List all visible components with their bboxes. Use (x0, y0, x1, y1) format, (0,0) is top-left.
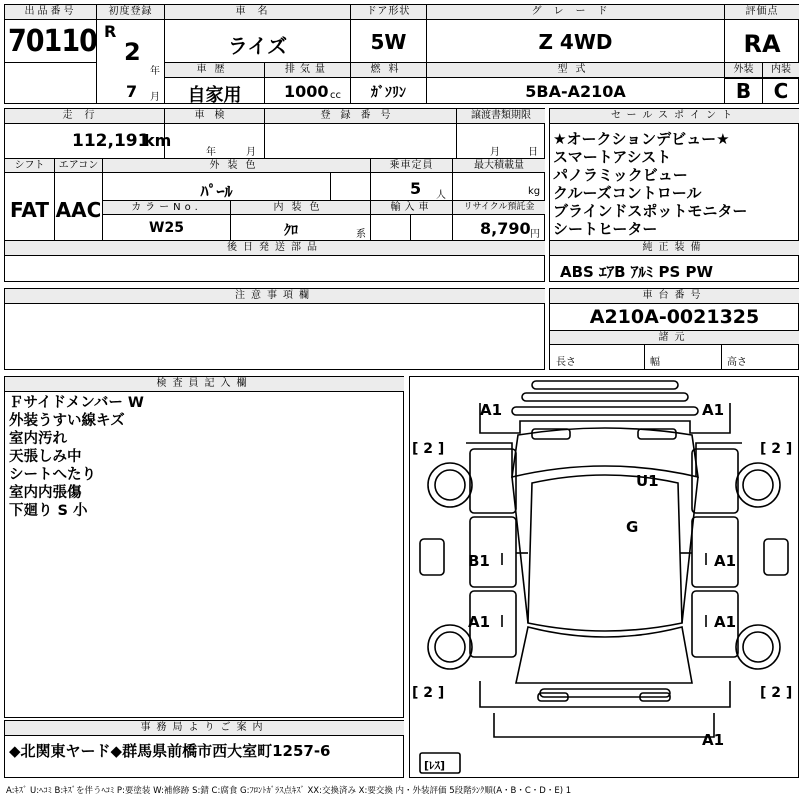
later-parts-label: 後日発送部品 (5, 241, 545, 256)
transfer-day-unit: 日 (528, 147, 538, 158)
model-value: 5BA-A210A (525, 82, 626, 101)
sales-point-item: ブラインドスポットモニター (553, 202, 748, 220)
exterior-label: 外装 (725, 63, 762, 78)
color-no-label: カラーNo. (103, 201, 230, 215)
tire-rl: [ 2 ] (412, 685, 445, 701)
equipment-label: 純正装備 (550, 241, 799, 256)
mark-left-rear-door: A1 (468, 613, 491, 631)
aircon-value: AAC (55, 198, 102, 222)
office-label: 事務局よりご案内 (5, 721, 404, 736)
inspection-year-unit: 年 (206, 147, 216, 158)
inspector-label: 検査員記入欄 (5, 377, 404, 392)
inspector-note: 室内内張傷 (9, 485, 82, 501)
legend: A:ｷｽﾞ U:ﾍｺﾐ B:ｷｽﾞを伴うﾍｺﾐ P:要塗装 W:補修跡 S:錆 C:腐食 G:ﾌﾛﾝﾄｶﾞﾗｽ点ｷｽﾞ XX:交換済み X:要交換 内・外装評価 5段階ﾗﾝｸ順(A・B・C・D・E) 1 (6, 786, 572, 796)
sales-point-item: パノラミックビュー (553, 166, 688, 184)
reg-no-label: 登録番号 (265, 109, 456, 124)
int-color-unit: 系 (356, 229, 366, 240)
mileage-value: 112,191 (72, 131, 150, 151)
car-name-label: 車名 (165, 5, 350, 20)
specs-height: 高さ (727, 357, 747, 368)
transfer-month-unit: 月 (490, 147, 500, 158)
chassis-label: 車台番号 (550, 289, 799, 304)
fuel-value: ｶﾞｿﾘﾝ (371, 85, 406, 101)
capacity-label: 乗車定員 (371, 159, 452, 173)
mark-right-front-door: A1 (714, 552, 737, 570)
specs-label: 諸元 (550, 331, 799, 345)
history-label: 車歴 (165, 63, 264, 78)
inspector-note: Ｆサイドメンバー W (9, 395, 144, 411)
int-color-label: 内装色 (231, 201, 370, 215)
mark-right-rear-door: A1 (714, 613, 737, 631)
grade-value: Z 4WD (538, 30, 613, 54)
ext-color-value: ﾊﾟｰﾙ (200, 182, 233, 201)
caution-label: 注意事項欄 (5, 289, 545, 304)
chassis-value: A210A-0021325 (589, 306, 760, 328)
score-value: RA (743, 30, 781, 58)
shift-value: FAT (10, 198, 49, 222)
import-label: 輸入車 (371, 201, 452, 215)
sales-points-list (553, 130, 797, 238)
mark-roof: U1 (636, 472, 659, 490)
mileage-label: 走行 (5, 109, 164, 124)
sales-point-item: クルーズコントロール (553, 184, 702, 202)
inspector-note: 下廻り S 小 (9, 503, 88, 519)
inspection-label: 車検 (165, 109, 264, 124)
inspector-note: シートへたり (9, 467, 96, 483)
mark-glass: G (626, 518, 639, 536)
door-value: 5W (370, 30, 407, 54)
first-reg-era: R (104, 22, 117, 41)
mileage-unit: km (144, 131, 172, 150)
history-value: 自家用 (187, 85, 242, 106)
int-color-value: ｸﾛ (284, 223, 298, 239)
mark-front-left: A1 (480, 401, 503, 419)
max-load-label: 最大積載量 (453, 159, 545, 173)
ext-color-label: 外装色 (103, 159, 370, 173)
specs-length: 長さ (556, 357, 576, 368)
equipment-value: ABS ｴｱB ｱﾙﾐ PS PW (560, 263, 714, 281)
fuel-label: 燃料 (351, 63, 426, 78)
tire-fl: [ 2 ] (412, 441, 445, 457)
grade-label: グレード (427, 5, 724, 20)
spare-tire: [ﾚｽ] (424, 759, 446, 772)
shift-label: シフト (5, 159, 54, 173)
office-value: ◆北関東ヤード◆群馬県前橋市西大室町1257-6 (9, 742, 331, 760)
max-load-unit: kg (528, 186, 541, 197)
first-reg-month: 7 (126, 82, 138, 101)
transfer-label: 譲渡書類期限 (457, 109, 545, 124)
first-reg-month-unit: 月 (150, 92, 160, 103)
sales-points-label: セールスポイント (550, 109, 799, 124)
mark-left-front-door: B1 (468, 552, 490, 570)
car-outline (410, 377, 798, 777)
displacement-unit: cc (330, 90, 341, 101)
tire-fr: [ 2 ] (760, 441, 793, 457)
inspector-notes (9, 394, 399, 520)
inspector-note: 室内汚れ (9, 431, 67, 447)
first-reg-year: 2 (124, 38, 141, 66)
lot-no-label: 出品番号 (5, 5, 96, 20)
sales-point-item: スマートアシスト (553, 148, 672, 166)
car-name-value: ライズ (227, 34, 288, 58)
door-label: ドア形状 (351, 5, 426, 20)
tire-rr: [ 2 ] (760, 685, 793, 701)
capacity-unit: 人 (436, 190, 446, 201)
recycle-unit: 円 (530, 229, 540, 240)
car-diagram (409, 376, 799, 778)
mark-front-right: A1 (702, 401, 725, 419)
displacement-value: 1000 (284, 82, 329, 101)
model-label: 型式 (427, 63, 724, 78)
inspector-note: 外装うすい線キズ (9, 413, 125, 429)
color-no-value: W25 (149, 220, 184, 236)
first-reg-year-unit: 年 (150, 66, 160, 77)
aircon-label: エアコン (55, 159, 102, 173)
recycle-value: 8,790 (480, 219, 531, 238)
first-reg-label: 初度登録 (97, 5, 164, 20)
recycle-label: リサイクル預託金 (453, 201, 545, 215)
score-label: 評価点 (725, 5, 799, 20)
displacement-label: 排気量 (265, 63, 350, 78)
interior-label: 内装 (763, 63, 799, 78)
inspection-month-unit: 月 (246, 147, 256, 158)
capacity-value: 5 (410, 179, 422, 198)
mark-rear: A1 (702, 731, 725, 749)
specs-width: 幅 (650, 357, 660, 368)
interior-value: C (773, 79, 789, 103)
exterior-value: B (735, 79, 752, 103)
sales-point-item: シートヒーター (553, 220, 658, 238)
inspector-note: 天張しみ中 (9, 449, 82, 465)
lot-no-value: 70110 (8, 24, 97, 59)
sales-point-item: ★オークションデビュー★ (553, 130, 730, 148)
